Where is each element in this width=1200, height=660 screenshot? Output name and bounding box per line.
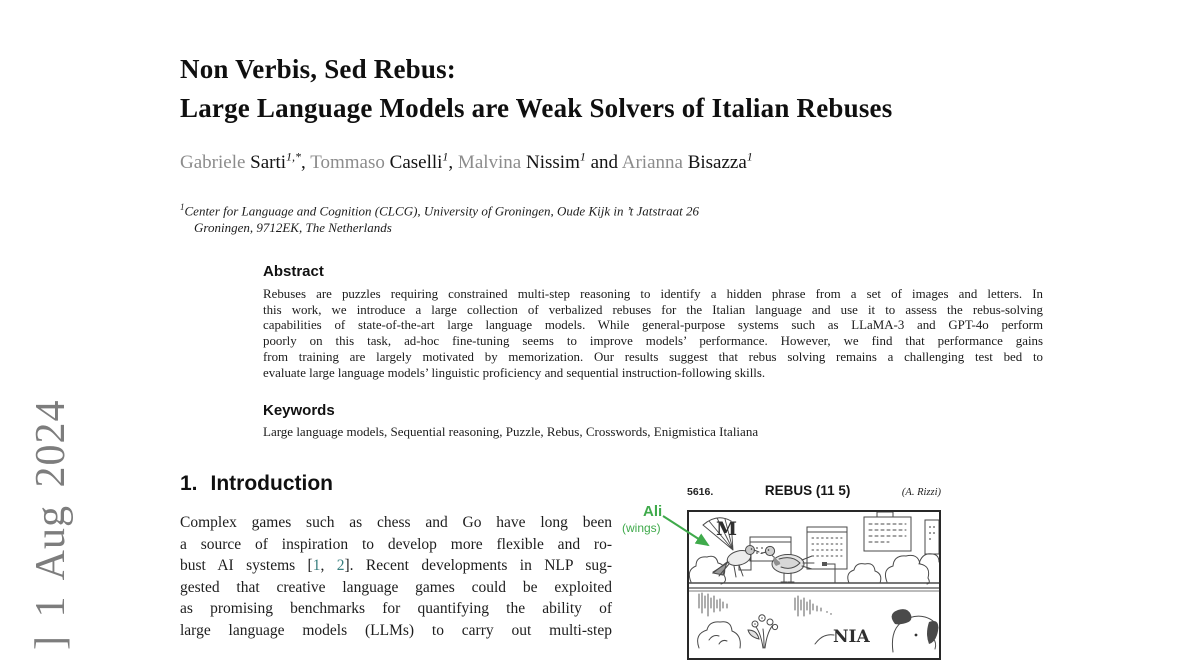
body-line: a source of inspiration to develop more flexible and ro- [180,535,612,553]
citation-link-1[interactable]: 1 [312,557,321,574]
keywords-heading: Keywords [263,402,335,419]
author-list [180,150,753,174]
figure-number: 5616. [687,486,714,498]
author [622,152,753,173]
section-number: 1. [180,472,198,495]
abstract-line: from training are largely motivated by memorization. Our results suggest that rebus solving remains a challenging test bed to [263,349,1043,364]
abstract-line: poorly on this task, ad-hoc fine-tuning seems to improve models’ performance. However, we find that performance gains [263,334,1043,349]
affiliation-line-1 [180,199,699,219]
affiliation-text: Center for Language and Cognition (CLCG), University of Groningen, Oude Kijk in ’t Jatstraat 26 [184,203,699,219]
city-buildings [739,512,939,570]
figure-title: REBUS (11 5) [764,483,851,498]
author-first-name: Malvina [457,152,526,174]
author-separator: and [585,152,622,174]
author-affiliation-marker: 1 [746,150,753,164]
author-first-name: Tommaso [310,152,390,174]
abstract-section [263,263,1043,381]
abstract-heading: Abstract [263,263,324,280]
annotation-label: Ali [643,503,663,520]
keywords-text: Large language models, Sequential reasoning, Puzzle, Rebus, Crosswords, Enigmistica Italiana [263,424,759,439]
section-heading-introduction [180,472,333,496]
annotation-sub-label: (wings) [622,521,661,535]
citation-separator: , [320,557,337,574]
author-last-name: Caselli [389,152,443,174]
keywords-section [263,402,1043,440]
body-line: large language models (LLMs) to carry out multi-step [180,621,612,639]
abstract-last-line: evaluate large language models’ linguistic proficiency and sequential instruction-following skills. [263,365,766,380]
lower-scene [698,615,834,648]
dog-head [892,609,939,652]
abstract-text [263,287,1043,366]
body-line-with-citation [180,555,612,577]
affiliation-line-2: Groningen, 9712EK, The Netherlands [194,220,392,236]
author-first-name: Gabriele [180,152,251,174]
body-text: bust AI systems [ [180,557,313,574]
rebus-letter-m: M [716,518,738,540]
body-lines-before [180,512,612,555]
author [310,152,458,173]
author-last-name: Sarti [250,152,287,174]
title-line-2: Large Language Models are Weak Solvers of Italian Rebuses [180,93,893,123]
abstract-line: Rebuses are puzzles requiring constrained multi-step reasoning to identify a hidden phrase from a set of images and letters. In [263,287,1043,301]
body-lines-after [180,577,612,642]
abstract-line: this work, we introduce a large collection of verbalized rebuses for the Italian language and use it to assess the rebus-solving [263,302,1043,317]
annotation-arrow-icon [615,500,738,570]
author-last-name: Bisazza [687,152,747,174]
body-line: Complex games such as chess and Go have long been [180,514,612,531]
author-affiliation-marker: 1 [579,150,586,164]
affiliation-marker: 1 [180,202,185,212]
author-affiliation-marker: 1,* [286,150,302,164]
author-last-name: Nissim [526,152,580,174]
figure-header [687,483,941,498]
street-lamp [822,562,835,583]
author [180,152,310,173]
author-affiliation-marker: 1 [442,150,449,164]
abstract-line: capabilities of state-of-the-art large language models. While general-purpose systems such as LLaMA-3 and GPT-4o perform [263,318,1043,333]
introduction-paragraph [180,512,612,641]
figure-author: (A. Rizzi) [901,487,941,498]
title-line-1: Non Verbis, Sed Rebus: [180,54,456,84]
body-line: as promising benchmarks for quantifying the ability of [180,600,612,617]
standing-pigeon [761,546,814,582]
author-first-name: Arianna [621,152,688,174]
author [458,152,622,173]
author-separator: , [301,152,311,174]
body-line: gested that creative language games could be exploited [180,578,612,596]
citation-link-2[interactable]: 2 [336,557,345,574]
rebus-letters-nia: NIA [833,627,870,647]
railing [689,583,939,591]
wall-hatching [699,593,832,616]
body-text: ]. Recent developments in NLP sug- [344,557,613,574]
section-title: Introduction [210,472,333,495]
arxiv-stamp: ] 1 Aug 2024 [28,399,74,650]
affiliation [180,199,699,236]
author-separator: , [448,152,458,174]
paper-title [180,50,892,128]
